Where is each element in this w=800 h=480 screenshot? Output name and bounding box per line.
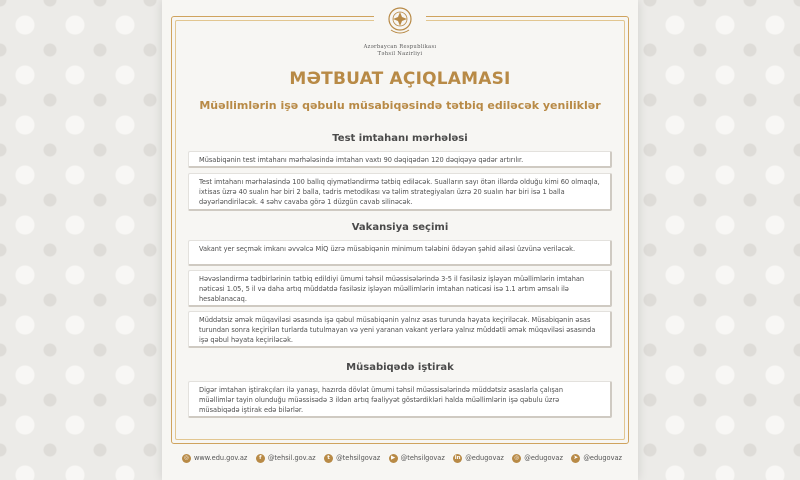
- footer-text: @edugovaz: [583, 454, 622, 462]
- page-subtitle: Müəllimlərin işə qəbulu müsabiqəsində tətbiq ediləcək yeniliklər: [199, 99, 601, 112]
- section-title-test: Test imtahanı mərhələsi: [332, 133, 468, 144]
- footer-text: www.edu.gov.az: [194, 454, 248, 462]
- footer-text: @edugovaz: [524, 454, 563, 462]
- info-box: Digər imtahan iştirakçıları ilə yanaşı, hazırda dövlət ümumi təhsil müəssisələrində müddətsiz əsaslarla çalışan müəllimlər tayin olunduğu müəssisədə 3 ildən artıq fəaliyyət göstərdikləri halda müəllimlərin işə qəbulu üzrə müsabiqədə iştirak edə bilərlər.: [188, 381, 612, 418]
- twitter-icon: t: [324, 454, 333, 463]
- info-box: Vakant yer seçmək imkanı əvvəlcə MİQ üzrə müsabiqənin minimum tələbini ödəyən şəhid ailəsi üzvünə veriləcək.: [188, 240, 612, 266]
- footer-link-youtube[interactable]: [389, 454, 445, 463]
- footer-text: @tehsilgovaz: [336, 454, 381, 462]
- info-box: Həvəsləndirmə tədbirlərinin tətbiq edildiyi ümumi təhsil müəssisələrində 3-5 il fasiləsiz işləyən müəllimlərin imtahan nəticəsi 1.05, 5 il və daha artıq müddətdə fasiləsiz işləyən müəllimlərin imtahan nəticəsi isə 1.1 artım əmsalı ilə hesablanacaq.: [188, 270, 612, 307]
- footer-text: @tehsilgovaz: [400, 454, 445, 462]
- ministry-name-line2: Təhsil Nazirliyi: [377, 51, 423, 57]
- facebook-icon: f: [256, 454, 265, 463]
- telegram-icon: ➤: [571, 454, 580, 463]
- footer-link-telegram[interactable]: [571, 454, 622, 463]
- youtube-icon: ▶: [389, 454, 398, 463]
- ministry-name-line1: Azərbaycan Respublikası: [363, 44, 437, 50]
- footer-text: @tehsil.gov.az: [267, 454, 316, 462]
- footer-link-linkedin[interactable]: [453, 454, 504, 463]
- footer-link-twitter[interactable]: [324, 454, 380, 463]
- footer-link-instagram[interactable]: [512, 454, 563, 463]
- social-footer: [182, 452, 622, 464]
- web-icon: ◎: [182, 454, 191, 463]
- footer-link-facebook[interactable]: [256, 454, 316, 463]
- press-release-card: [162, 0, 638, 480]
- info-box: Müsabiqənin test imtahanı mərhələsində imtahan vaxtı 90 dəqiqədən 120 dəqiqəyə qədər artırılır.: [188, 151, 612, 168]
- footer-link-web[interactable]: [182, 454, 247, 463]
- instagram-icon: ◎: [512, 454, 521, 463]
- footer-text: @edugovaz: [465, 454, 504, 462]
- section-title-vacancy: Vakansiya seçimi: [351, 222, 449, 233]
- info-box: Test imtahanı mərhələsində 100 ballıq qiymətləndirmə tətbiq ediləcək. Sualların sayı ötən illərdə olduğu kimi 60 olmaqla, ixtisas üzrə 40 sualın hər biri 2 balla, tədris metodikası və təlim strategiyaları üzrə 20 sualın hər biri isə 1 balla dəyərləndiriləcək. 4 səhv cavaba görə 1 düzgün cavab silinəcək.: [188, 173, 612, 211]
- linkedin-icon: in: [454, 454, 461, 461]
- section-title-participation: Müsabiqədə iştirak: [346, 362, 454, 373]
- info-box: Müddətsiz əmək müqaviləsi əsasında işə qəbul müsabiqənin yalnız əsas turunda həyata keçiriləcək. Müsabiqənin əsas turundan sonra keçirilən turlarda tutulmayan və yeni yaranan vakant yerlərə yalnız müddətli əmək müqaviləsi əsasında işə qəbul həyata keçiriləcək.: [188, 311, 612, 348]
- page-title: MƏTBUAT AÇIQLAMASI: [289, 69, 511, 89]
